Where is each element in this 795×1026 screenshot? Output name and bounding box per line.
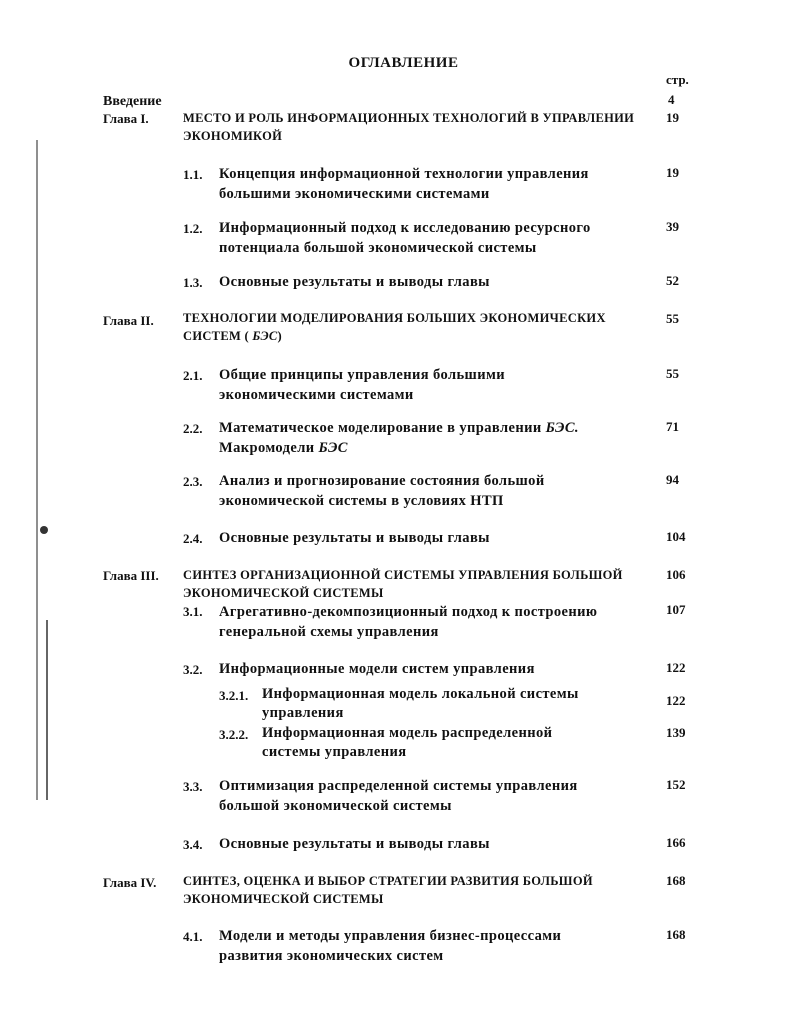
section-number: 3.2.: [183, 662, 203, 677]
section-title: Основные результаты и выводы главы: [219, 530, 490, 546]
toc-heading: ОГЛАВЛЕНИЕ: [348, 55, 459, 71]
chapter-4-page: 168: [666, 873, 686, 888]
section-number: 3.1.: [183, 604, 203, 619]
chapter-3-label: Глава III.: [103, 568, 159, 583]
chapter-2-page: 55: [666, 311, 679, 326]
section-title: Оптимизация распределенной системы управления большой экономической системы: [219, 778, 578, 814]
scan-margin-mark: [40, 526, 48, 534]
section-number: 3.4.: [183, 837, 203, 852]
chapter-2-title-abbr: БЭС: [252, 329, 278, 343]
section-title-abbr: БЭС: [318, 440, 348, 456]
subsection-page: 139: [666, 725, 686, 740]
section-page: 71: [666, 419, 679, 434]
section-page: 152: [666, 777, 686, 792]
section-title-part: Макромодели: [219, 440, 319, 456]
section-title: Анализ и прогнозирование состояния большой экономической системы в условиях НТП: [219, 473, 545, 509]
subsection-title: Информационная модель распределенной системы управления: [262, 725, 553, 760]
section-title-abbr: БЭС.: [545, 420, 579, 436]
section-number: 1.2.: [183, 221, 203, 236]
section-title: Модели и методы управления бизнес-процессами развития экономических систем: [219, 928, 562, 964]
section-page: 104: [666, 529, 686, 544]
section-title: Основные результаты и выводы главы: [219, 836, 490, 852]
chapter-1-title: МЕСТО И РОЛЬ ИНФОРМАЦИОННЫХ ТЕХНОЛОГИЙ В УПРАВЛЕНИИ ЭКОНОМИКОЙ: [183, 111, 635, 143]
section-page: 39: [666, 219, 679, 234]
subsection-page: 122: [666, 693, 686, 708]
section-title: Общие принципы управления большими экономическими системами: [219, 367, 505, 403]
section-page: 166: [666, 835, 686, 850]
section-number: 2.3.: [183, 474, 203, 489]
section-title-part: Математическое моделирование в управлении: [219, 420, 546, 436]
section-number: 2.1.: [183, 368, 203, 383]
section-title: Концепция информационной технологии управления большими экономическими системами: [219, 166, 589, 202]
chapter-2-title-end: ): [277, 329, 282, 343]
chapter-2-label: Глава II.: [103, 313, 154, 328]
section-number: 4.1.: [183, 929, 203, 944]
section-number: 1.3.: [183, 275, 203, 290]
section-page: 52: [666, 273, 679, 288]
intro-label: Введение: [103, 94, 162, 109]
subsection-number: 3.2.2.: [219, 727, 249, 742]
chapter-1-label: Глава I.: [103, 111, 149, 126]
chapter-3-title: СИНТЕЗ ОРГАНИЗАЦИОННОЙ СИСТЕМЫ УПРАВЛЕНИЯ БОЛЬШОЙ ЭКОНОМИЧЕСКОЙ СИСТЕМЫ: [183, 568, 623, 600]
section-title: Основные результаты и выводы главы: [219, 274, 490, 290]
scan-margin-line: [36, 140, 38, 800]
section-page: 94: [666, 472, 679, 487]
section-page: 122: [666, 660, 686, 675]
section-page: 19: [666, 165, 679, 180]
chapter-2-title: [183, 309, 623, 345]
section-title: Агрегативно-декомпозиционный подход к построению генеральной схемы управления: [219, 604, 598, 640]
section-number: 3.3.: [183, 779, 203, 794]
section-number: 2.2.: [183, 421, 203, 436]
chapter-4-label: Глава IV.: [103, 875, 157, 890]
section-page: 55: [666, 366, 679, 381]
chapter-3-page: 106: [666, 567, 686, 582]
section-number: 1.1.: [183, 167, 203, 182]
chapter-2-title-main: ТЕХНОЛОГИИ МОДЕЛИРОВАНИЯ БОЛЬШИХ ЭКОНОМИЧЕСКИХ СИСТЕМ (: [183, 311, 606, 343]
section-title: Информационный подход к исследованию ресурсного потенциала большой экономической системы: [219, 220, 591, 256]
subsection-number: 3.2.1.: [219, 688, 249, 703]
section-number: 2.4.: [183, 531, 203, 546]
chapter-4-title: СИНТЕЗ, ОЦЕНКА И ВЫБОР СТРАТЕГИИ РАЗВИТИЯ БОЛЬШОЙ ЭКОНОМИЧЕСКОЙ СИСТЕМЫ: [183, 874, 593, 906]
subsection-title: Информационная модель локальной системы управления: [262, 686, 579, 721]
section-page: 168: [666, 927, 686, 942]
page-column-header: стр.: [666, 72, 689, 87]
intro-page: 4: [668, 92, 675, 107]
chapter-1-page: 19: [666, 110, 679, 125]
section-page: 107: [666, 602, 686, 617]
scan-margin-line: [46, 620, 48, 800]
section-title: [219, 418, 639, 458]
section-title: Информационные модели систем управления: [219, 661, 535, 677]
